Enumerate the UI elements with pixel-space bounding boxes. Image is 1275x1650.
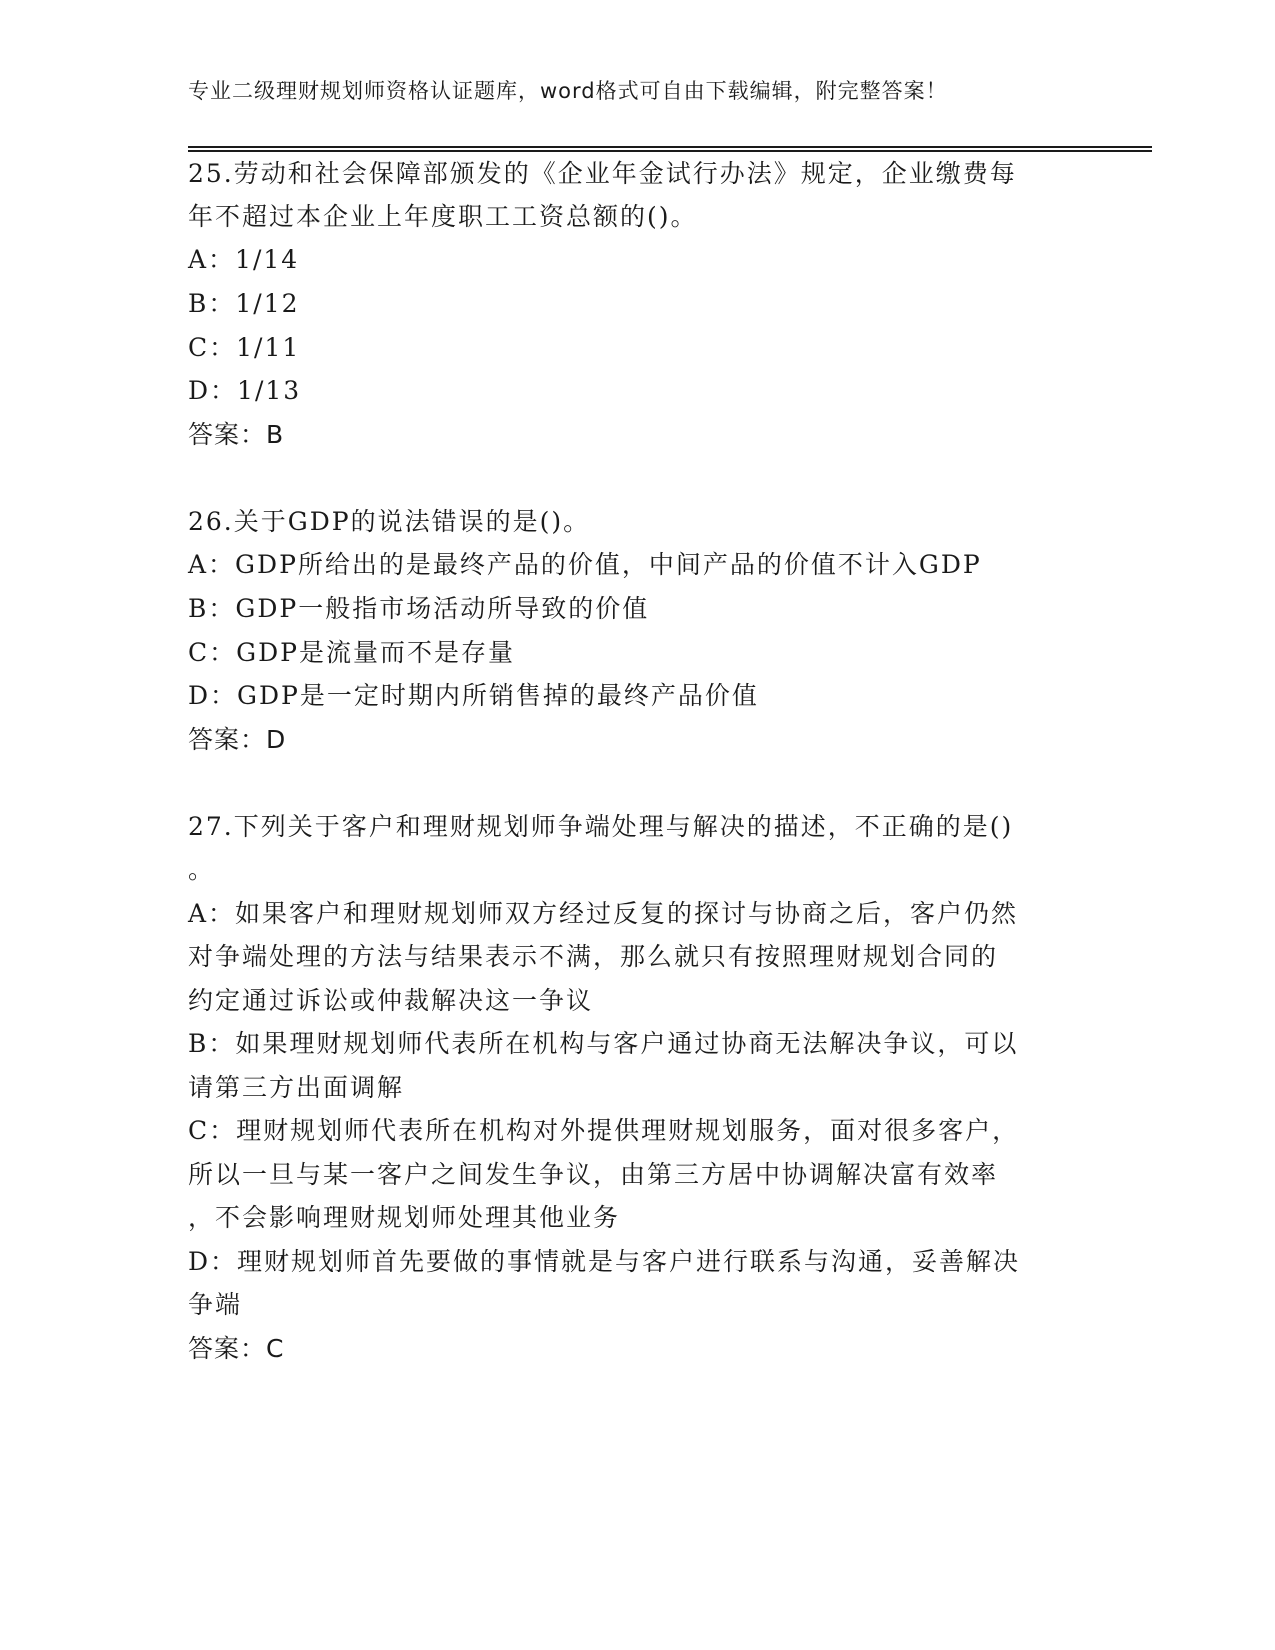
option-a: A：如果客户和理财规划师双方经过反复的探讨与协商之后，客户仍然 bbox=[188, 899, 1019, 928]
question-stem-line: 27.下列关于客户和理财规划师争端处理与解决的描述，不正确的是() bbox=[188, 812, 1014, 841]
answer-label: 答案：D bbox=[188, 725, 287, 754]
option-c: C：1/11 bbox=[188, 333, 301, 362]
header-rule bbox=[188, 146, 1152, 152]
page-header: 专业二级理财规划师资格认证题库，word格式可自由下载编辑，附完整答案！ bbox=[188, 79, 948, 103]
question-stem-line: 26.关于GDP的说法错误的是()。 bbox=[188, 507, 591, 536]
option-c: C：GDP是流量而不是存量 bbox=[188, 638, 515, 667]
option-d-continued: 争端 bbox=[188, 1290, 243, 1319]
option-b: B：如果理财规划师代表所在机构与客户通过协商无法解决争议，可以 bbox=[188, 1029, 1019, 1058]
answer-label: 答案：C bbox=[188, 1334, 285, 1363]
question-stem-line: 。 bbox=[188, 855, 216, 884]
option-d: D：GDP是一定时期内所销售掉的最终产品价值 bbox=[188, 681, 759, 710]
option-a-continued: 约定通过诉讼或仲裁解决这一争议 bbox=[188, 986, 594, 1015]
option-b: B：GDP一般指市场活动所导致的价值 bbox=[188, 594, 650, 623]
option-a-continued: 对争端处理的方法与结果表示不满，那么就只有按照理财规划合同的 bbox=[188, 942, 999, 971]
option-a: A：GDP所给出的是最终产品的价值，中间产品的价值不计入GDP bbox=[188, 550, 982, 579]
question-stem-line: 年不超过本企业上年度职工工资总额的()。 bbox=[188, 202, 698, 231]
question-stem-line: 25.劳动和社会保障部颁发的《企业年金试行办法》规定，企业缴费每 bbox=[188, 159, 1017, 188]
option-b-continued: 请第三方出面调解 bbox=[188, 1073, 405, 1102]
option-b: B：1/12 bbox=[188, 289, 300, 318]
option-c-continued: 所以一旦与某一客户之间发生争议，由第三方居中协调解决富有效率 bbox=[188, 1160, 999, 1189]
option-a: A：1/14 bbox=[188, 245, 300, 274]
option-c-continued: ，不会影响理财规划师处理其他业务 bbox=[188, 1203, 621, 1232]
option-d: D：1/13 bbox=[188, 376, 302, 405]
answer-label: 答案：B bbox=[188, 420, 285, 449]
option-d: D：理财规划师首先要做的事情就是与客户进行联系与沟通，妥善解决 bbox=[188, 1247, 1021, 1276]
option-c: C：理财规划师代表所在机构对外提供理财规划服务，面对很多客户， bbox=[188, 1116, 1020, 1145]
